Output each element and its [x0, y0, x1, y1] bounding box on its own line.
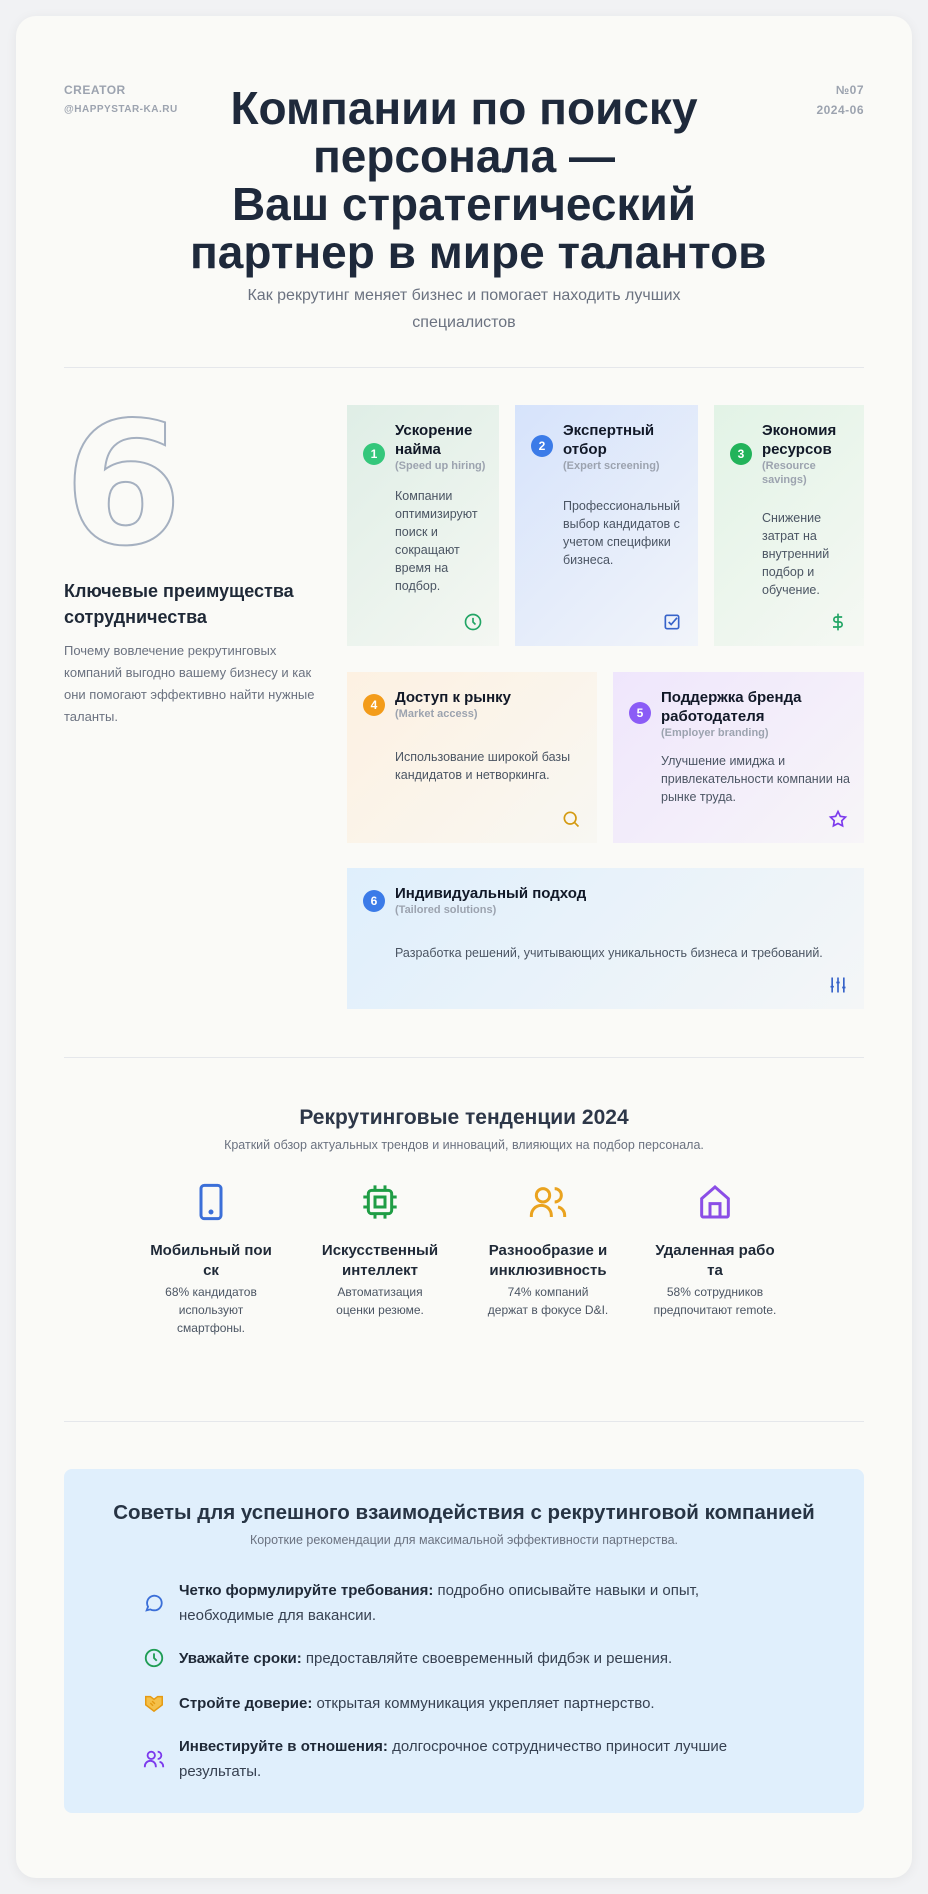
page-subtitle: Как рекрутинг меняет бизнес и помогает находить лучших специалистов: [247, 287, 681, 331]
tip-label: Уважайте сроки:: [179, 1650, 302, 1667]
advantages-description: Почему вовлечение рекрутинговых компаний выгодно вашему бизнесу и как они помогают эффективно найти нужные таланты.: [64, 643, 315, 724]
sliders-icon: [828, 975, 848, 995]
card-text: Снижение затрат на внутренний подбор и обучение.: [762, 511, 830, 597]
card-subtitle-en: (Expert screening): [563, 460, 660, 472]
creator-handle: @HAPPYSTAR-KA.RU: [64, 104, 178, 115]
trend-item: [318, 1182, 442, 1319]
card-text: Разработка решений, учитывающих уникальность бизнеса и требований.: [395, 946, 823, 960]
number-badge: 5: [629, 702, 651, 724]
checkbox-icon: [662, 612, 682, 632]
tip-label: Инвестируйте в отношения:: [179, 1738, 388, 1755]
trend-item: [653, 1182, 777, 1319]
divider: [64, 367, 864, 368]
card-subtitle-en: (Employer branding): [661, 727, 769, 739]
trend-text: 74% компаний держат в фокусе D&I.: [487, 1285, 609, 1317]
advantage-card-5: [613, 672, 864, 843]
card-text: Улучшение имиджа и привлекательности компании на рынке труда.: [661, 754, 851, 804]
trends-title: Рекрутинговые тенденции 2024: [299, 1106, 629, 1129]
advantage-card-2: [515, 405, 698, 646]
advantage-card-3: [714, 405, 864, 646]
tips-title: Советы для успешного взаимодействия с рекрутинговой компанией: [113, 1501, 815, 1524]
divider: [64, 1057, 864, 1058]
number-badge: 2: [531, 435, 553, 457]
issue-date: 2024-06: [816, 103, 864, 117]
tip-item: [179, 1691, 779, 1716]
number-badge: 6: [363, 890, 385, 912]
trend-text: 58% сотрудников предпочитают remote.: [653, 1285, 777, 1317]
users-icon: [143, 1748, 165, 1770]
number-badge: 3: [730, 443, 752, 465]
tip-label: Четко формулируйте требования:: [179, 1582, 434, 1599]
card-text: Профессиональный выбор кандидатов с учетом специфики бизнеса.: [563, 499, 681, 567]
title-line: персонала —: [312, 130, 616, 182]
star-icon: [828, 809, 848, 829]
tips-subtitle: Короткие рекомендации для максимальной эффективности партнерства.: [249, 1533, 679, 1547]
header-block: [190, 82, 767, 336]
creator-block: [64, 80, 178, 120]
card-text: Компании оптимизируют поиск и сокращают время на подбор.: [395, 489, 478, 593]
card-title: Доступ к рынку: [395, 689, 512, 706]
tip-text: подробно описывайте навыки и опыт, необходимые для вакансии.: [179, 1582, 700, 1624]
search-icon: [561, 809, 581, 829]
tip-text: предоставляйте своевременный фидбэк и решения.: [301, 1650, 673, 1667]
trends-subtitle: Краткий обзор актуальных трендов и инноваций, влияющих на подбор персонала.: [224, 1138, 704, 1152]
page-title: [190, 82, 767, 278]
creator-label: CREATOR: [64, 83, 126, 97]
title-line: Компании по поиску: [230, 82, 698, 134]
card-title: Экспертный отбор: [563, 422, 655, 458]
tips-panel: [64, 1469, 864, 1813]
trend-title: Искусственный интеллект: [321, 1242, 439, 1279]
tip-text: долгосрочное сотрудничество приносит лучшие результаты.: [179, 1738, 728, 1780]
card-subtitle-en: (Market access): [395, 708, 478, 720]
advantage-card-4: [347, 672, 597, 843]
tip-item: [179, 1578, 779, 1628]
card-subtitle-en: (Tailored solutions): [395, 904, 497, 916]
tip-label: Стройте доверие:: [179, 1695, 313, 1712]
clock-icon: [143, 1647, 165, 1669]
card-subtitle-en: (Resource savings): [762, 460, 816, 486]
title-line: Ваш стратегический: [231, 178, 697, 230]
trend-text: 68% кандидатов используют смартфоны.: [165, 1285, 257, 1335]
big-count: 6: [64, 386, 183, 584]
trend-title: Удаленная работа: [655, 1242, 775, 1279]
smartphone-icon: [191, 1182, 231, 1222]
divider: [64, 1421, 864, 1422]
tip-item: [179, 1646, 779, 1671]
trend-item: [486, 1182, 610, 1319]
clock-icon: [463, 612, 483, 632]
tip-text: открытая коммуникация укрепляет партнерство.: [312, 1695, 655, 1712]
trend-title: Мобильный поиск: [150, 1242, 272, 1279]
number-badge: 4: [363, 694, 385, 716]
card-subtitle-en: (Speed up hiring): [395, 460, 486, 472]
issue-block: [816, 80, 864, 120]
card-title: Экономия ресурсов: [762, 422, 837, 458]
chat-bubble-icon: [143, 1592, 165, 1614]
advantages-heading: Ключевые преимущества сотрудничества: [64, 581, 294, 627]
card-text: Использование широкой базы кандидатов и нетворкинга.: [395, 750, 571, 782]
dollar-icon: [828, 612, 848, 632]
tips-header: [64, 1499, 864, 1549]
advantage-card-1: [347, 405, 499, 646]
advantage-card-6: [347, 868, 864, 1009]
card-title: Ускорение найма: [395, 422, 473, 458]
tip-item: [179, 1734, 779, 1784]
users-icon: [528, 1182, 568, 1222]
trends-header: [64, 1104, 864, 1154]
card-title: Поддержка бренда работодателя: [661, 689, 802, 725]
issue-number: №07: [835, 83, 864, 97]
number-badge: 1: [363, 443, 385, 465]
trend-title: Разнообразие и инклюзивность: [488, 1242, 608, 1279]
title-line: партнер в мире талантов: [190, 226, 767, 278]
home-icon: [695, 1182, 735, 1222]
cpu-chip-icon: [360, 1182, 400, 1222]
handshake-icon: [143, 1692, 165, 1714]
trend-text: Автоматизация оценки резюме.: [336, 1285, 424, 1317]
trend-item: [149, 1182, 273, 1337]
card-title: Индивидуальный подход: [395, 885, 587, 902]
